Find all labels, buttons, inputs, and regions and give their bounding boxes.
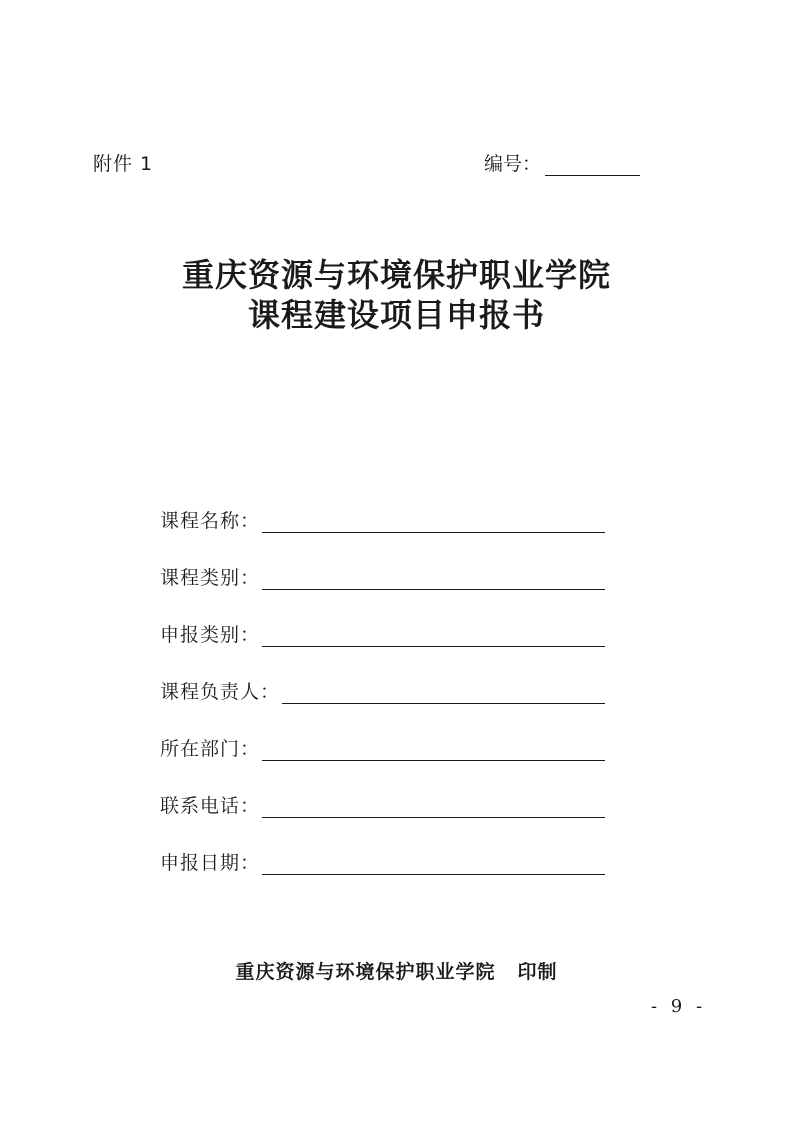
field-contact-phone (160, 763, 605, 820)
field-label: 课程负责人： (160, 681, 281, 703)
field-label: 课程名称： (160, 510, 261, 532)
field-label: 联系电话： (160, 795, 261, 817)
document-title-line-2: 课程建设项目申报书 (247, 296, 545, 334)
serial-number-blank[interactable] (545, 157, 640, 176)
field-label: 申报日期： (160, 852, 261, 874)
field-label: 所在部门： (160, 738, 261, 760)
serial-number-label: 编号： (484, 153, 542, 175)
form-fields (160, 478, 605, 877)
printer-line (0, 957, 793, 984)
field-blank[interactable] (282, 683, 605, 704)
field-label: 申报类别： (160, 624, 261, 646)
attachment-label: 附件 1 (93, 153, 154, 175)
field-blank[interactable] (262, 626, 605, 647)
field-application-category (160, 592, 605, 649)
document-title-line-1: 重庆资源与环境保护职业学院 (181, 256, 611, 294)
field-blank[interactable] (262, 512, 605, 533)
field-label: 课程类别： (160, 567, 261, 589)
field-course-category (160, 535, 605, 592)
page-number: - 9 - (651, 996, 707, 1017)
serial-number (484, 149, 640, 176)
field-application-date (160, 820, 605, 877)
field-course-name (160, 478, 605, 535)
printer-suffix: 印制 (517, 961, 558, 983)
printer-org: 重庆资源与环境保护职业学院 (235, 961, 496, 983)
field-blank[interactable] (262, 797, 605, 818)
field-blank[interactable] (262, 569, 605, 590)
field-blank[interactable] (262, 854, 605, 875)
field-department (160, 706, 605, 763)
field-blank[interactable] (262, 740, 605, 761)
field-course-leader (160, 649, 605, 706)
